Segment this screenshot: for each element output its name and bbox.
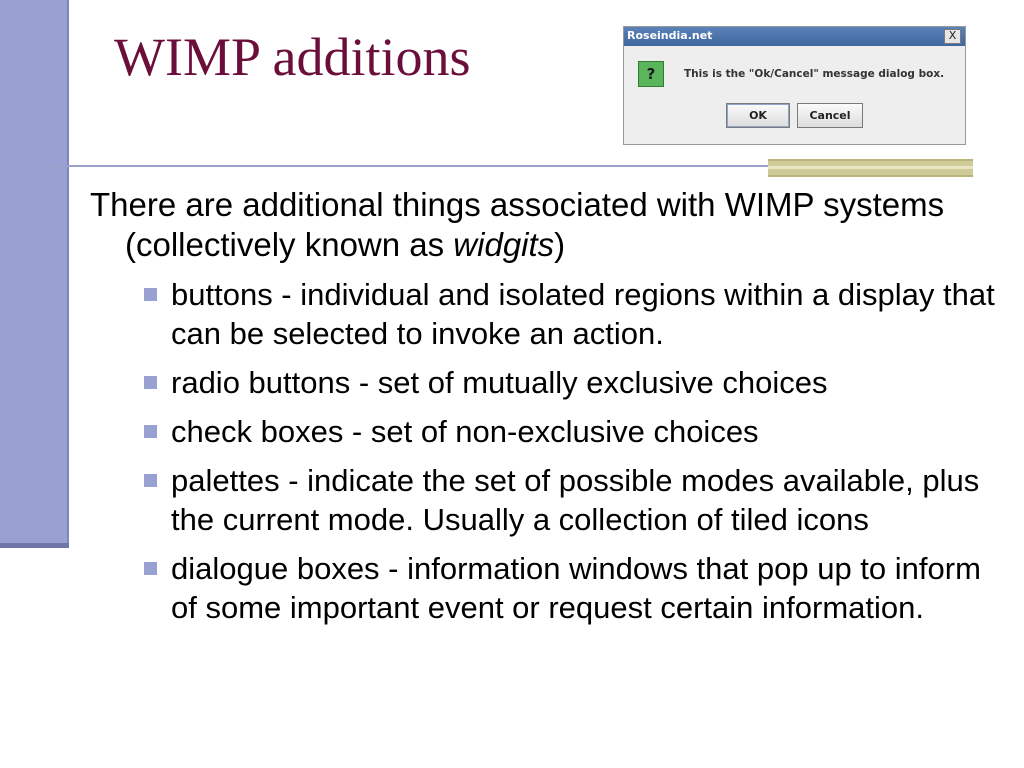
bullet-text: buttons - individual and isolated regions within a display that can be selected to invoke an action.	[171, 277, 995, 351]
intro-text-end: )	[554, 226, 566, 263]
intro-paragraph	[90, 185, 1000, 265]
square-bullet-icon	[144, 288, 157, 301]
cancel-button[interactable]: Cancel	[797, 103, 863, 128]
slide-title: WIMP additions	[114, 27, 471, 87]
dialog-message: This is the "Ok/Cancel" message dialog box.	[684, 68, 945, 80]
bullet-list	[140, 275, 1000, 627]
bullet-item	[140, 363, 1000, 402]
slide-body	[90, 185, 1000, 637]
bullet-text: check boxes - set of non-exclusive choices	[171, 414, 759, 449]
dialog-titlebar	[624, 27, 965, 46]
intro-emphasis: widgits	[453, 226, 555, 263]
ok-button[interactable]: OK	[726, 103, 790, 128]
square-bullet-icon	[144, 474, 157, 487]
dialog-title: Roseindia.net	[627, 29, 713, 42]
left-accent-bar	[0, 0, 67, 545]
left-accent-edge	[67, 0, 69, 548]
bullet-item	[140, 549, 1000, 627]
bullet-text: dialogue boxes - information windows that pop up to inform of some important event or request certain information.	[171, 551, 981, 625]
question-icon: ?	[638, 61, 664, 87]
close-icon[interactable]: X	[944, 29, 961, 44]
square-bullet-icon	[144, 376, 157, 389]
bullet-text: palettes - indicate the set of possible modes available, plus the current mode. Usually a collection of tiled icons	[171, 463, 980, 537]
bullet-text: radio buttons - set of mutually exclusive choices	[171, 365, 828, 400]
left-accent-shadow	[0, 543, 69, 548]
ok-cancel-dialog-screenshot	[623, 26, 966, 145]
square-bullet-icon	[144, 425, 157, 438]
bullet-item	[140, 461, 1000, 539]
bullet-item	[140, 275, 1000, 353]
bullet-item	[140, 412, 1000, 451]
square-bullet-icon	[144, 562, 157, 575]
gold-accent-bar	[768, 159, 973, 177]
intro-text: There are additional things associated with WIMP systems (collectively known as	[90, 186, 945, 263]
